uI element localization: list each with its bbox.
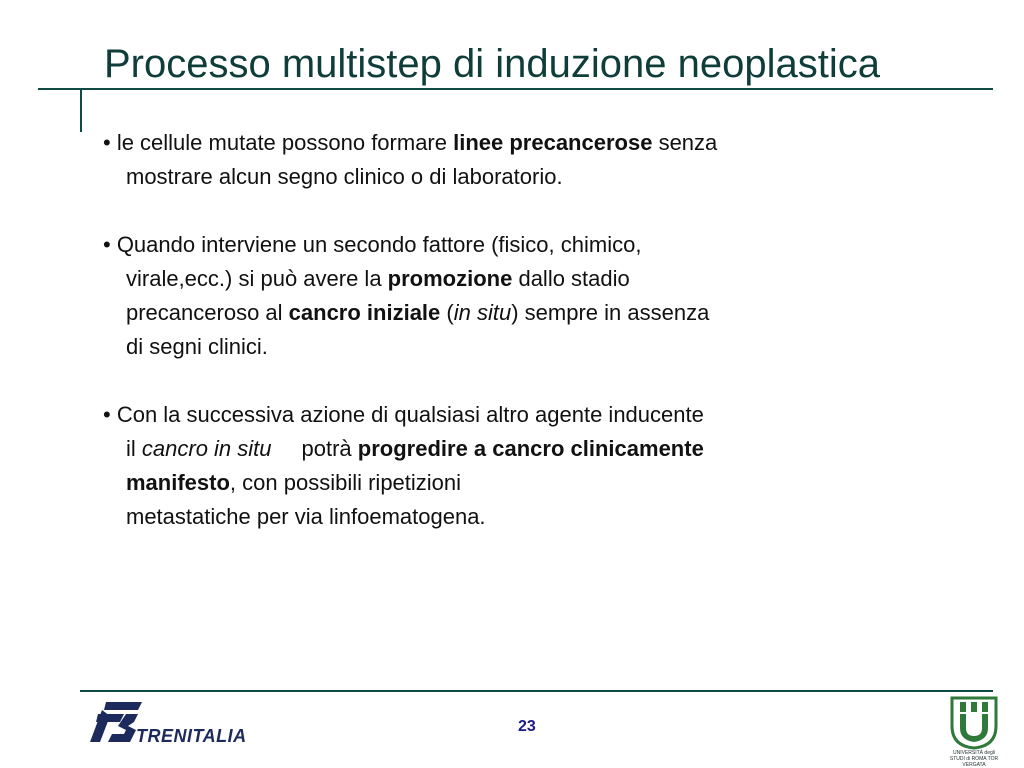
text-run: dallo stadio xyxy=(512,266,630,291)
bold-term-progredire: progredire a cancro clinicamente xyxy=(357,436,704,461)
text-run: ) sempre in assenza xyxy=(511,300,710,325)
bullet-2-line-4: di segni clinici. xyxy=(126,334,268,359)
title-divider xyxy=(38,88,993,90)
bullet-3-line-4: metastatiche per via linfoematogena. xyxy=(126,504,486,529)
bullet-dot-icon: • xyxy=(103,402,111,427)
trenitalia-logo xyxy=(84,696,254,756)
text-run: Quando interviene un secondo fattore (fisico, chimico, xyxy=(110,232,642,257)
bullet-dot-icon: • xyxy=(103,130,111,155)
bullet-paragraph-2 xyxy=(103,228,903,364)
bullet-paragraph-3 xyxy=(103,398,903,534)
bullet-2-line-2 xyxy=(103,262,903,296)
bullet-2-line-3 xyxy=(103,296,903,330)
bold-term-cancro-iniziale: cancro iniziale xyxy=(288,300,441,325)
bullet-3-line-1 xyxy=(103,398,903,432)
university-tor-vergata-logo-icon xyxy=(948,696,1000,750)
bold-term-promozione: promozione xyxy=(387,266,513,291)
bullet-2-line-1 xyxy=(103,228,903,262)
bold-term-linee-precancerose: linee precancerose xyxy=(453,130,653,155)
trenitalia-wordmark: TRENITALIA xyxy=(136,726,247,746)
italic-term-in-situ: in situ xyxy=(453,300,512,325)
bullet-paragraph-1 xyxy=(103,126,903,194)
bullet-3-line-3 xyxy=(103,466,903,500)
bullet-dot-icon: • xyxy=(103,232,111,257)
italic-term-cancro-in-situ: cancro in situ xyxy=(141,436,272,461)
text-run: , con possibili ripetizioni xyxy=(229,470,462,495)
text-run: il xyxy=(126,436,142,461)
bullet-1-line-1 xyxy=(103,126,903,160)
trenitalia-logo-icon xyxy=(84,696,144,746)
text-run: potrà xyxy=(301,436,358,461)
text-run: senza xyxy=(652,130,718,155)
slide-body xyxy=(103,126,903,568)
title-accent-tick xyxy=(80,90,82,132)
text-run: ( xyxy=(440,300,454,325)
page-number: 23 xyxy=(518,718,536,735)
text-run: le cellule mutate possono formare xyxy=(110,130,454,155)
bold-term-manifesto: manifesto xyxy=(126,470,230,495)
bullet-1-line-2: mostrare alcun segno clinico o di laboratorio. xyxy=(126,164,563,189)
university-logo xyxy=(948,696,1000,768)
text-run: Con la successiva azione di qualsiasi altro agente inducente xyxy=(110,402,704,427)
footer-divider xyxy=(80,690,993,692)
text-run: virale,ecc.) si può avere la xyxy=(126,266,388,291)
bullet-3-line-2 xyxy=(103,432,903,466)
text-run: precanceroso al xyxy=(126,300,289,325)
university-logo-caption: UNIVERSITÀ degli STUDI di ROMA TOR VERGATA xyxy=(949,750,999,768)
slide-title: Processo multistep di induzione neoplastica xyxy=(104,42,880,86)
